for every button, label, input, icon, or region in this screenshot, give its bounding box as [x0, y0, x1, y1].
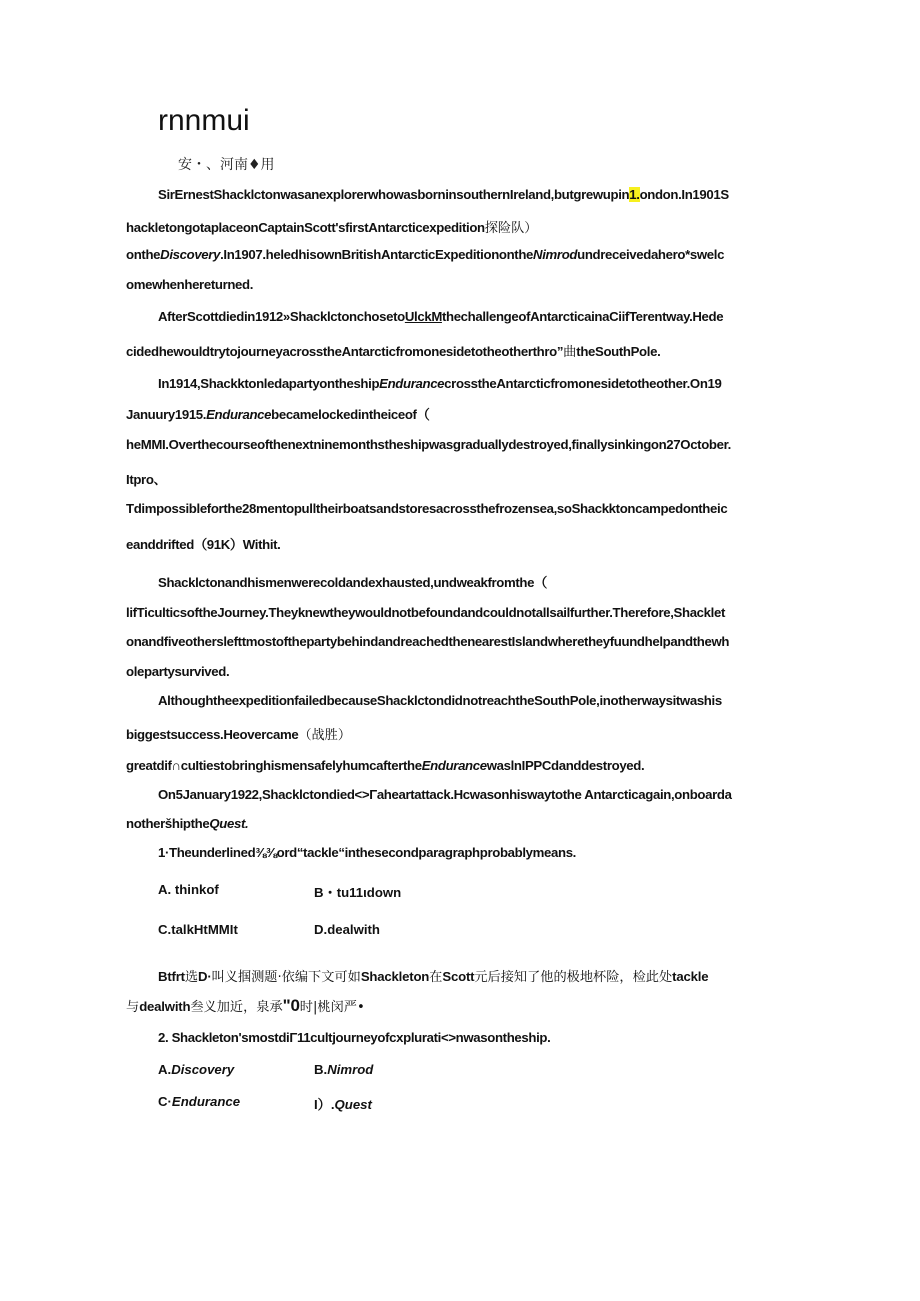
para5-line2-text: biggestsuccess.Heovercame [126, 727, 299, 742]
para3-line6: eanddrifted（91K）Withit. [126, 537, 281, 552]
para3-line2-text-b: becamelockedintheiceof（ [271, 407, 430, 422]
para1-line2 [126, 217, 538, 236]
para5-line2 [126, 724, 351, 743]
para6-line1: On5January1922,Shacklctondied<>Γaheartattack.Hcwasonhiswaytothe Antarcticagain,onboarda [158, 787, 732, 802]
ship-name-quest: Quest. [209, 816, 249, 831]
ship-name-endurance: Endurance [206, 407, 272, 422]
para3-line4: Itpro、 [126, 472, 167, 487]
question1-option-a: A. thinkof [158, 882, 219, 897]
question1-option-d: D.dealwith [314, 922, 380, 937]
answer-label: Btfrt [158, 969, 185, 984]
answer-chinese-4: 元后接知了他的极地杯险，检此处 [474, 970, 673, 985]
option-d-text: Quest [334, 1097, 372, 1112]
answer-mark: "0 [282, 996, 300, 1015]
para2-line2-chinese: 曲 [563, 345, 577, 360]
ship-name-discovery: Discovery [160, 247, 221, 262]
question1-option-b: B・tu11ιdown [314, 885, 402, 900]
option-a-text: Discovery [171, 1062, 235, 1077]
para1-line2-chinese: 探险队） [484, 221, 538, 236]
para3-line2 [126, 404, 429, 423]
para3-line2-text-a: Januury1915. [126, 407, 207, 422]
para1-line2-text: hackletongotaplaceonCaptainScott'sfirstAntarcticexpedition [126, 220, 485, 235]
para1-line1-text-b: ondon.In1901S [639, 187, 729, 202]
question2-option-a [158, 1062, 234, 1077]
para1-line3 [126, 247, 724, 262]
answer-chinese-3: 在 [429, 970, 443, 985]
para5-line1: AlthoughtheexpeditionfailedbecauseShacklctondidnotreachtheSouthPole,inotherwaysitwashis [158, 693, 722, 708]
para4-line2: lifTiculticsoftheJourney.Theyknewtheywouldnotbefoundandcouldnotallsailfurther.Therefore,Shacklet [126, 605, 725, 620]
para2-line2 [126, 341, 660, 360]
para3-line1-text-a: In1914,Shackktonledapartyontheship [158, 376, 380, 391]
para1-line1 [158, 187, 729, 202]
option-a-prefix: A. [158, 1062, 172, 1077]
question2-option-b [314, 1062, 373, 1077]
question1-option-c: C.talkHtMMIt [158, 922, 238, 937]
para5-line3-text-a: greatdif∩cuItiestobringhismensafelyhumcafterthe [126, 758, 422, 773]
para3-line1-text-b: crosstheAntarcticfromonesidetotheother.On19 [444, 376, 722, 391]
para6-line2-text: notheršhipthe [126, 816, 210, 831]
answer-chinese-2: 叫义掴测题·依编下文可如 [211, 970, 361, 985]
para6-line2 [126, 816, 248, 831]
para3-line1 [158, 376, 722, 391]
ship-name-nimrod: Nimrod [533, 247, 578, 262]
para2-line1-text-a: AfterScottdiedin1912»Shacklctonchoseto [158, 309, 405, 324]
para1-line4: omewhenhereturned. [126, 277, 254, 292]
question1-stem: 1·Theunderlined⅜⅜ord“tackle“inthesecondparagraphprobablymeans. [158, 845, 576, 860]
para2-line2-text-a: cidedhewouldtrytojourneyacrosstheAntarcticfromonesidetotheotherthro” [126, 344, 564, 359]
para2-line2-text-b: theSouthPole. [576, 344, 661, 359]
answer-chinese-7: 时|桃闵严• [299, 1000, 365, 1015]
answer-chinese-5: 与 [126, 1000, 140, 1015]
answer-name-shackleton: Shackleton [360, 969, 430, 984]
para1-line3-text-c: undreceivedahero*swelc [577, 247, 725, 262]
answer-name-scott: Scott [442, 969, 475, 984]
question1-answer-line1 [158, 966, 708, 985]
para5-line2-chinese: （战胜） [298, 728, 352, 743]
underlined-word: UlckM [404, 309, 442, 324]
ship-name-endurance: Endurance [379, 376, 445, 391]
document-title: rnnmui [158, 104, 250, 137]
option-c-text: Endurance [171, 1094, 241, 1109]
answer-chinese-6: 叁义加近，泉承 [190, 1000, 283, 1015]
para5-line3-text-b: waslnIPPCdanddestroyed. [486, 758, 645, 773]
document-subtitle: 安・、河南♦用 [178, 157, 275, 173]
answer-word-tackle: tackle [672, 969, 709, 984]
question2-option-c [158, 1094, 240, 1109]
question1-answer-line2 [126, 996, 365, 1016]
para2-line1 [158, 309, 723, 324]
option-b-text: Nimrod [327, 1062, 374, 1077]
para1-line3-text-b: .In1907.heledhisownBritishAntarcticExpeditiononthe [220, 247, 534, 262]
answer-word-dealwith: dealwith [139, 999, 191, 1014]
para1-line1-text-a: SirErnestShacklctonwasanexplorerwhowasborninsouthernIreland,butgrewupin [158, 187, 630, 202]
ship-name-endurance: Endurance [421, 758, 487, 773]
para5-line3 [126, 758, 644, 773]
para3-line5: Tdimpossibleforthe28mentopulltheirboatsandstoresacrossthefrozensea,soShackktoncampedontheic [126, 501, 728, 516]
highlighted-text: 1. [629, 187, 640, 202]
option-d-prefix: I）. [314, 1097, 335, 1112]
para3-line3: heMMI.Overthecourseofthenextninemonthstheshipwasgraduallydestroyed,finallysinkingon27October. [126, 437, 731, 452]
answer-choice: D· [198, 969, 212, 984]
option-c-prefix: C· [158, 1094, 172, 1109]
question2-stem: 2. Shackleton'smostdiΓ11cultjourneyofcxplurati<>nwasontheship. [158, 1030, 551, 1045]
para4-line1: Shacklctonandhismenwerecoldandexhausted,undweakfromthe（ [158, 575, 547, 590]
para4-line3: onandfiveotherslefttmostofthepartybehindandreachedthenearestIslandwheretheyfuundhelpandthewh [126, 634, 730, 649]
question2-option-d [314, 1094, 372, 1113]
answer-chinese-1: 选 [184, 970, 199, 985]
para4-line4: olepartysurvived. [126, 664, 230, 679]
para2-line1-text-b: thechallengeofAntarcticainaCiifTerentway.Hede [441, 309, 724, 324]
option-b-prefix: B. [314, 1062, 328, 1077]
para1-line3-text-a: onthe [126, 247, 161, 262]
